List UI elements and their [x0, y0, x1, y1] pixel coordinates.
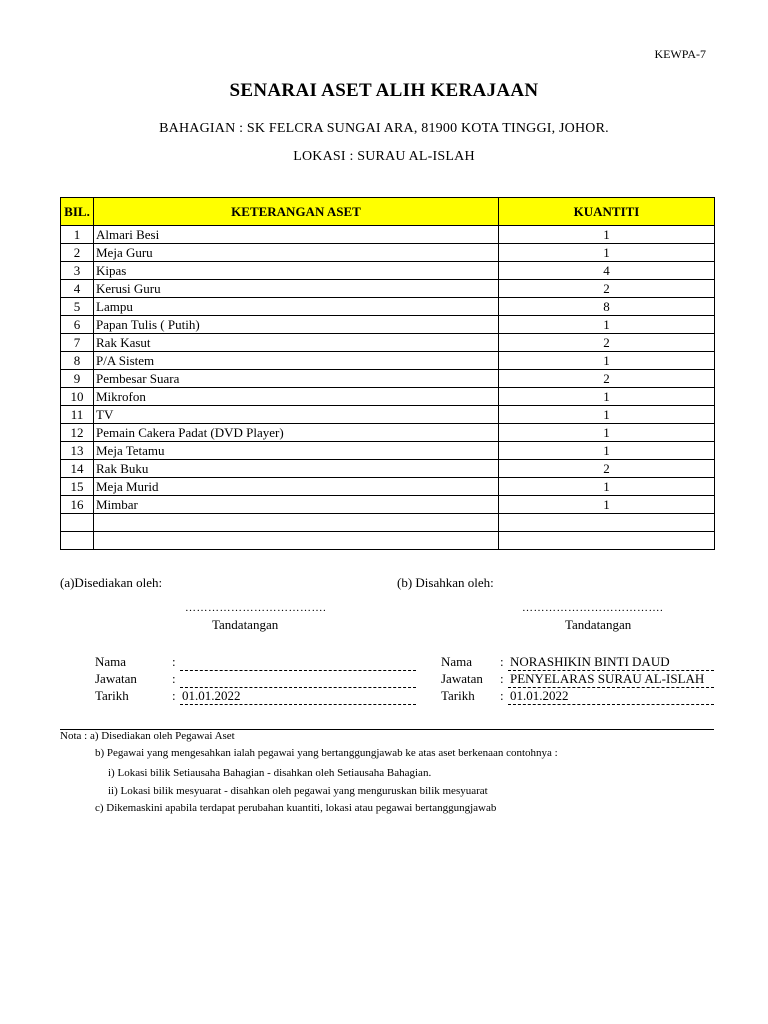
- row-keterangan-aset: Meja Tetamu: [94, 442, 499, 460]
- bahagian-line: BAHAGIAN : SK FELCRA SUNGAI ARA, 81900 KOTA TINGGI, JOHOR.: [159, 121, 609, 136]
- row-kuantiti: 1: [499, 244, 715, 262]
- note-a: Nota : a) Disediakan oleh Pegawai Aset: [60, 730, 235, 742]
- approved-signature-label: Tandatangan: [565, 617, 632, 632]
- form-code: KEWPA-7: [654, 47, 706, 61]
- prepared-heading: (a)Disediakan oleh:: [60, 575, 163, 590]
- table-row: [61, 532, 715, 550]
- row-keterangan-aset: [94, 514, 499, 532]
- row-keterangan-aset: Kipas: [94, 262, 499, 280]
- note-b-i: i) Lokasi bilik Setiausaha Bahagian - disahkan oleh Setiausaha Bahagian.: [108, 767, 432, 779]
- row-keterangan-aset: Pembesar Suara: [94, 370, 499, 388]
- row-keterangan-aset: Almari Besi: [94, 226, 499, 244]
- row-keterangan-aset: [94, 532, 499, 550]
- row-kuantiti: 1: [499, 406, 715, 424]
- header-keterangan-aset: KETERANGAN ASET: [94, 198, 499, 226]
- row-kuantiti: 1: [499, 226, 715, 244]
- row-bil: [61, 532, 94, 550]
- row-keterangan-aset: Meja Guru: [94, 244, 499, 262]
- prepared-nama-label: Nama: [95, 654, 127, 669]
- row-kuantiti: 1: [499, 316, 715, 334]
- row-kuantiti: 1: [499, 496, 715, 514]
- table-row: [61, 298, 715, 316]
- table-row: [61, 334, 715, 352]
- row-kuantiti: 2: [499, 370, 715, 388]
- row-bil: 3: [61, 262, 94, 280]
- approved-tarikh-colon: :: [500, 688, 504, 703]
- table-row: [61, 226, 715, 244]
- row-kuantiti: 4: [499, 262, 715, 280]
- approved-nama-label: Nama: [441, 654, 473, 669]
- prepared-signature-dots: ……………………………….: [185, 602, 327, 614]
- row-bil: 16: [61, 496, 94, 514]
- row-bil: 2: [61, 244, 94, 262]
- row-keterangan-aset: Lampu: [94, 298, 499, 316]
- table-row: [61, 496, 715, 514]
- row-kuantiti: 2: [499, 334, 715, 352]
- row-bil: [61, 514, 94, 532]
- row-kuantiti: [499, 514, 715, 532]
- row-kuantiti: 1: [499, 352, 715, 370]
- table-row: [61, 460, 715, 478]
- table-row: [61, 424, 715, 442]
- row-kuantiti: [499, 532, 715, 550]
- prepared-nama-line: [180, 670, 416, 671]
- note-c: c) Dikemaskini apabila terdapat perubahan kuantiti, lokasi atau pegawai bertanggungjawab: [95, 802, 497, 814]
- header-kuantiti: KUANTITI: [499, 198, 715, 226]
- row-kuantiti: 2: [499, 280, 715, 298]
- asset-table: [60, 197, 715, 550]
- prepared-tarikh-value: 01.01.2022: [182, 688, 241, 703]
- prepared-tarikh-colon: :: [172, 688, 176, 703]
- row-kuantiti: 1: [499, 478, 715, 496]
- prepared-tarikh-line: [180, 704, 416, 705]
- row-bil: 12: [61, 424, 94, 442]
- row-bil: 14: [61, 460, 94, 478]
- table-row: [61, 280, 715, 298]
- row-bil: 9: [61, 370, 94, 388]
- prepared-signature-label: Tandatangan: [212, 617, 279, 632]
- table-row: [61, 244, 715, 262]
- approved-tarikh-label: Tarikh: [441, 688, 475, 703]
- approved-nama-colon: :: [500, 654, 504, 669]
- row-bil: 7: [61, 334, 94, 352]
- approved-nama-value: NORASHIKIN BINTI DAUD: [510, 654, 670, 669]
- row-keterangan-aset: Mikrofon: [94, 388, 499, 406]
- row-keterangan-aset: P/A Sistem: [94, 352, 499, 370]
- row-bil: 11: [61, 406, 94, 424]
- row-kuantiti: 2: [499, 460, 715, 478]
- row-keterangan-aset: Kerusi Guru: [94, 280, 499, 298]
- row-kuantiti: 1: [499, 388, 715, 406]
- row-bil: 6: [61, 316, 94, 334]
- row-keterangan-aset: Pemain Cakera Padat (DVD Player): [94, 424, 499, 442]
- row-bil: 5: [61, 298, 94, 316]
- row-bil: 4: [61, 280, 94, 298]
- row-bil: 15: [61, 478, 94, 496]
- approved-heading: (b) Disahkan oleh:: [397, 575, 494, 590]
- approved-tarikh-value: 01.01.2022: [510, 688, 569, 703]
- approved-jawatan-label: Jawatan: [441, 671, 483, 686]
- row-keterangan-aset: Rak Buku: [94, 460, 499, 478]
- table-row: [61, 388, 715, 406]
- approved-tarikh-line: [508, 704, 714, 705]
- table-row: [61, 352, 715, 370]
- row-bil: 13: [61, 442, 94, 460]
- page-title: SENARAI ASET ALIH KERAJAAN: [229, 80, 539, 101]
- approved-jawatan-value: PENYELARAS SURAU AL-ISLAH: [510, 671, 705, 686]
- row-kuantiti: 1: [499, 442, 715, 460]
- approved-signature-dots: ……………………………….: [522, 602, 664, 614]
- lokasi-line: LOKASI : SURAU AL-ISLAH: [293, 149, 475, 164]
- note-b-ii: ii) Lokasi bilik mesyuarat - disahkan oleh pegawai yang menguruskan bilik mesyuarat: [108, 785, 488, 797]
- prepared-jawatan-label: Jawatan: [95, 671, 137, 686]
- prepared-nama-colon: :: [172, 654, 176, 669]
- table-row: [61, 370, 715, 388]
- table-row: [61, 262, 715, 280]
- table-row: [61, 316, 715, 334]
- prepared-jawatan-colon: :: [172, 671, 176, 686]
- header-bil: BIL.: [61, 198, 94, 226]
- row-kuantiti: 1: [499, 424, 715, 442]
- asset-table-body: [61, 226, 715, 550]
- row-kuantiti: 8: [499, 298, 715, 316]
- note-b: b) Pegawai yang mengesahkan ialah pegawai yang bertanggungjawab ke atas aset berkenaan contohnya :: [95, 747, 558, 759]
- row-keterangan-aset: Rak Kasut: [94, 334, 499, 352]
- table-row: [61, 514, 715, 532]
- table-row: [61, 478, 715, 496]
- row-bil: 10: [61, 388, 94, 406]
- row-keterangan-aset: Mimbar: [94, 496, 499, 514]
- row-bil: 1: [61, 226, 94, 244]
- row-bil: 8: [61, 352, 94, 370]
- table-header-row: [61, 198, 715, 226]
- row-keterangan-aset: Papan Tulis ( Putih): [94, 316, 499, 334]
- row-keterangan-aset: Meja Murid: [94, 478, 499, 496]
- row-keterangan-aset: TV: [94, 406, 499, 424]
- table-row: [61, 406, 715, 424]
- table-row: [61, 442, 715, 460]
- approved-jawatan-colon: :: [500, 671, 504, 686]
- prepared-tarikh-label: Tarikh: [95, 688, 129, 703]
